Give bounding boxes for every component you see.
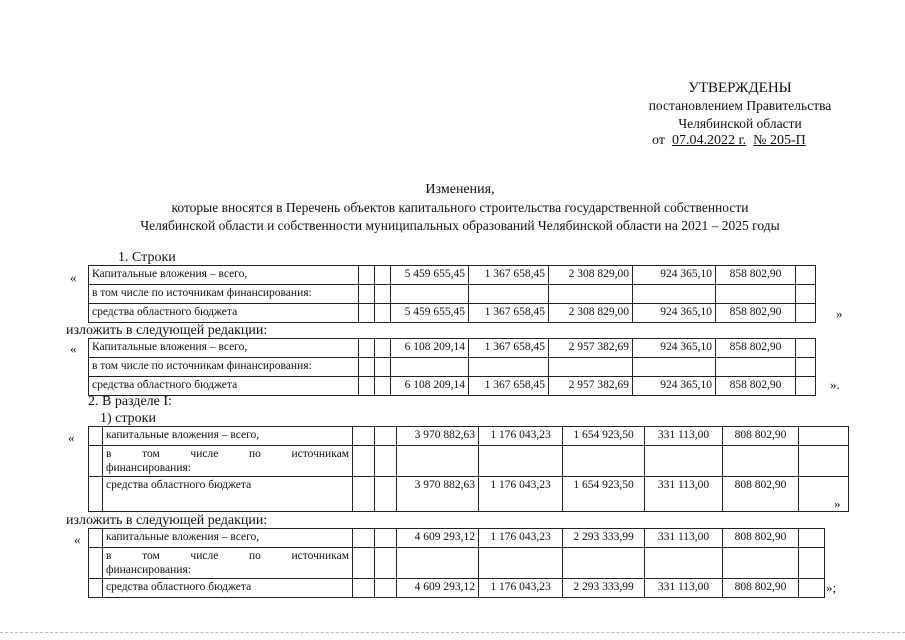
cell-value: 6 108 209,14 [391,377,469,396]
cell-value: 2 308 829,00 [549,304,633,323]
cell-value: 924 365,10 [633,304,716,323]
cell-value: 6 108 209,14 [391,339,469,358]
section2-sub-label: 1) строки [100,411,156,426]
cell-value: 1 654 923,50 [563,427,645,446]
cell-value: 1 367 658,45 [469,304,549,323]
cell-name-line-2: финансирования: [106,564,191,576]
cell-value: 1 176 043,23 [479,579,563,598]
cell-value: 924 365,10 [633,339,716,358]
table-row [89,548,825,579]
cell-value: 3 970 882,63 [397,477,479,512]
cell-value: 4 609 293,12 [397,579,479,598]
table-row [89,339,816,358]
table-row [89,427,849,446]
section2-new-table [88,528,825,598]
cell-name: в том числе по источникам финансирования: [89,358,359,377]
approval-title: УТВЕРЖДЕНЫ [688,80,792,96]
section2-close-quote-old: » [834,496,841,511]
section2-open-quote-new: « [74,532,81,547]
cell-value: 331 113,00 [645,477,723,512]
section2-old-table [88,426,849,512]
doc-heading-1: Изменения, [425,182,495,197]
cell-value: 3 970 882,63 [397,427,479,446]
cell-name: в том числе по источникам финансирования: [89,285,359,304]
table-row [89,529,825,548]
cell-value: 808 802,90 [723,427,799,446]
cell-value: 2 308 829,00 [549,266,633,285]
section2-open-quote-old: « [68,430,75,445]
cell-value: 1 176 043,23 [479,427,563,446]
cell-value: 5 459 655,45 [391,304,469,323]
cell-value: 331 113,00 [645,579,723,598]
approval-number: № 205-П [753,133,806,148]
cell-name [103,446,353,477]
cell-value: 331 113,00 [645,529,723,548]
cell-value: 1 367 658,45 [469,377,549,396]
table-row [89,377,816,396]
approval-line-2: Челябинской области [678,116,802,131]
cell-name: средства областного бюджета [103,477,353,512]
cell-value: 2 957 382,69 [549,377,633,396]
cell-value: 1 176 043,23 [479,529,563,548]
cell-value: 2 957 382,69 [549,339,633,358]
cell-value: 5 459 655,45 [391,266,469,285]
cell-value: 1 654 923,50 [563,477,645,512]
approval-date-line [652,133,806,149]
table-row [89,477,849,512]
section1-open-quote-new: « [70,341,77,356]
section1-close-quote-new: ». [830,377,840,392]
cell-name-line-1: в том числе по источникам [106,448,349,460]
cell-value: 1 367 658,45 [469,339,549,358]
section1-close-quote-old: » [836,306,843,321]
cell-name: Капитальные вложения – всего, [89,266,359,285]
section1-new-table [88,338,816,396]
table-row [89,285,816,304]
cell-value: 808 802,90 [723,477,799,512]
cell-name [103,548,353,579]
table-row [89,446,849,477]
doc-heading-2: которые вносятся в Перечень объектов капитального строительства государственной собственности [171,200,749,215]
cell-value: 924 365,10 [633,377,716,396]
cell-value: 2 293 333,99 [563,579,645,598]
cell-name: средства областного бюджета [103,579,353,598]
cell-name: капитальные вложения – всего, [103,529,353,548]
cell-value: 4 609 293,12 [397,529,479,548]
cell-name-line-2: финансирования: [106,462,191,474]
cell-value: 808 802,90 [723,529,799,548]
cell-name: средства областного бюджета [89,304,359,323]
section1-open-quote-old: « [70,270,77,285]
table-row [89,579,825,598]
table-row [89,266,816,285]
cell-value: 858 802,90 [716,304,796,323]
approval-date-prefix: от [652,133,665,148]
cell-name-line-1: в том числе по источникам [106,550,349,562]
table-row [89,304,816,323]
section2-label: 2. В разделе I: [88,394,172,409]
section2-close-quote-new: »; [826,580,837,595]
section1-old-table [88,265,816,323]
cell-value: 858 802,90 [716,377,796,396]
cell-name: Капитальные вложения – всего, [89,339,359,358]
cell-name: средства областного бюджета [89,377,359,396]
cell-value: 858 802,90 [716,266,796,285]
page-edge-artifact [0,632,905,639]
table-row [89,358,816,377]
approval-line-1: постановлением Правительства [648,98,832,113]
cell-value: 1 176 043,23 [479,477,563,512]
section1-label: 1. Строки [118,250,176,265]
doc-heading-3: Челябинской области и собственности муниципальных образований Челябинской области на 2021 – 2025 годы [140,218,780,233]
cell-value: 808 802,90 [723,579,799,598]
section1-replace-label: изложить в следующей редакции: [66,323,268,338]
cell-value: 2 293 333,99 [563,529,645,548]
cell-value: 924 365,10 [633,266,716,285]
cell-value: 331 113,00 [645,427,723,446]
cell-value: 858 802,90 [716,339,796,358]
approval-date: 07.04.2022 г. [671,133,747,148]
cell-value: 1 367 658,45 [469,266,549,285]
cell-name: капитальные вложения – всего, [103,427,353,446]
section2-replace-label: изложить в следующей редакции: [66,513,268,528]
